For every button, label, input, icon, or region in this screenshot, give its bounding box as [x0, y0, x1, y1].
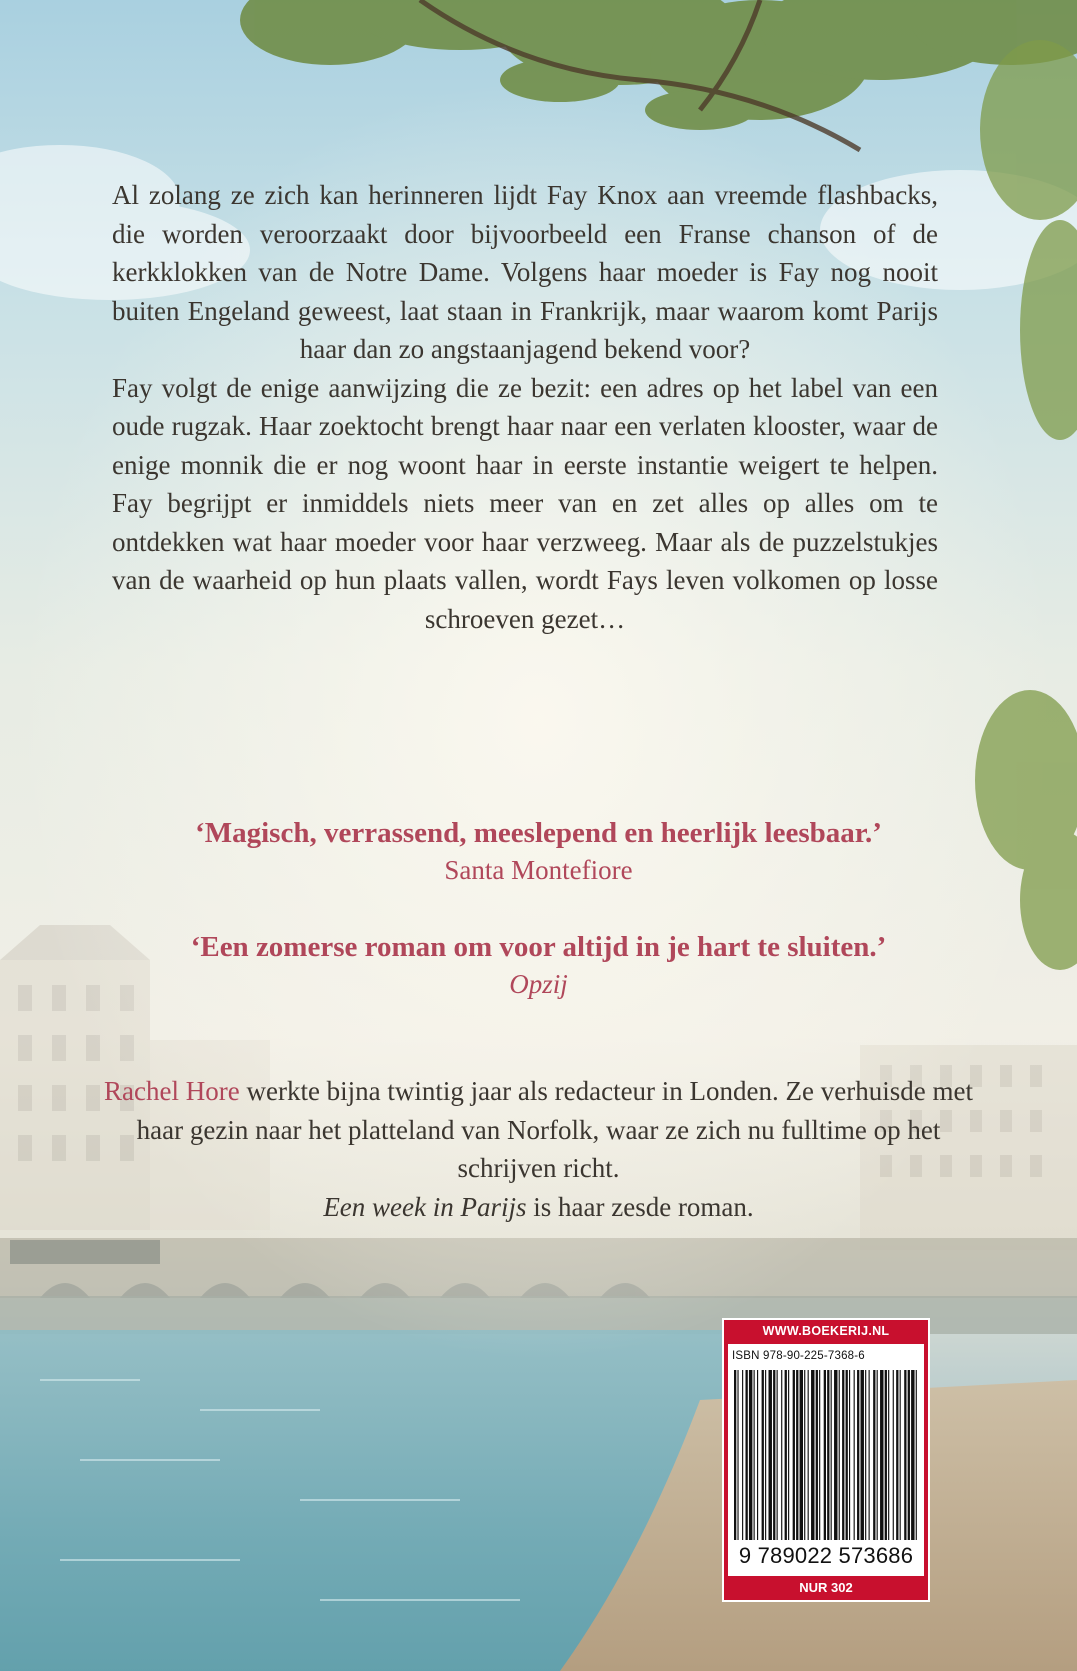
author-bio-text	[100, 1072, 977, 1188]
review-quote: ‘Een zomerse roman om voor altijd in je hart te sluiten.’	[190, 931, 887, 963]
publisher-website: WWW.BOEKERIJ.NL	[762, 1324, 890, 1338]
blurb-paragraph: Al zolang ze zich kan herinneren lijdt Fay Knox aan vreemde flashbacks, die worden veroorzaakt door bijvoorbeeld een Franse chanson of de kerkklokken van de Notre Dame. Volgens haar moeder is Fay nog nooit buiten Engeland geweest, laat staan in Frankrijk, maar waarom komt Parijs haar dan zo angstaanjagend bekend voor?	[112, 180, 938, 364]
barcode-digits: 9 789022 573686	[738, 1543, 914, 1568]
review-quotes	[100, 814, 977, 1002]
nur-code: NUR 302	[799, 1580, 853, 1595]
author-bio	[100, 1072, 977, 1226]
blurb	[112, 176, 938, 638]
author-bio-line: is haar zesde roman.	[526, 1191, 754, 1222]
barcode-panel	[728, 1344, 924, 1576]
author-name: Rachel Hore	[104, 1076, 240, 1106]
barcode-box	[722, 1318, 930, 1602]
isbn-label: ISBN 978-90-225-7368-6	[732, 1350, 865, 1362]
barcode-icon	[732, 1370, 920, 1540]
review-source: Santa Montefiore	[444, 855, 633, 885]
blurb-paragraph: Fay volgt de enige aanwijzing die ze bezit: een adres op het label van een oude rugzak. Haar zoektocht brengt haar naar een verlaten klooster, waar de enige monnik die er nog woont haar in eerste instantie weigert te helpen. Fay begrijpt er inmiddels niets meer van en zet alles op alles om te ontdekken wat haar moeder voor haar verzweeg. Maar als de puzzelstukjes van de waarheid op hun plaats vallen, wordt Fays leven volkomen op losse schroeven gezet…	[112, 372, 938, 634]
review-quote: ‘Magisch, verrassend, meeslepend en heerlijk leesbaar.’	[195, 817, 882, 849]
book-title: Een week in Parijs	[323, 1191, 527, 1222]
tree-foliage-top	[240, 0, 1077, 130]
author-bio-text	[100, 1188, 977, 1227]
author-bio-line: werkte bijna twintig jaar als redacteur in Londen. Ze verhuisde met haar gezin naar het platteland van Norfolk, waar ze zich nu fulltime op het schrijven richt.	[136, 1076, 973, 1183]
review-source: Opzij	[509, 969, 568, 999]
